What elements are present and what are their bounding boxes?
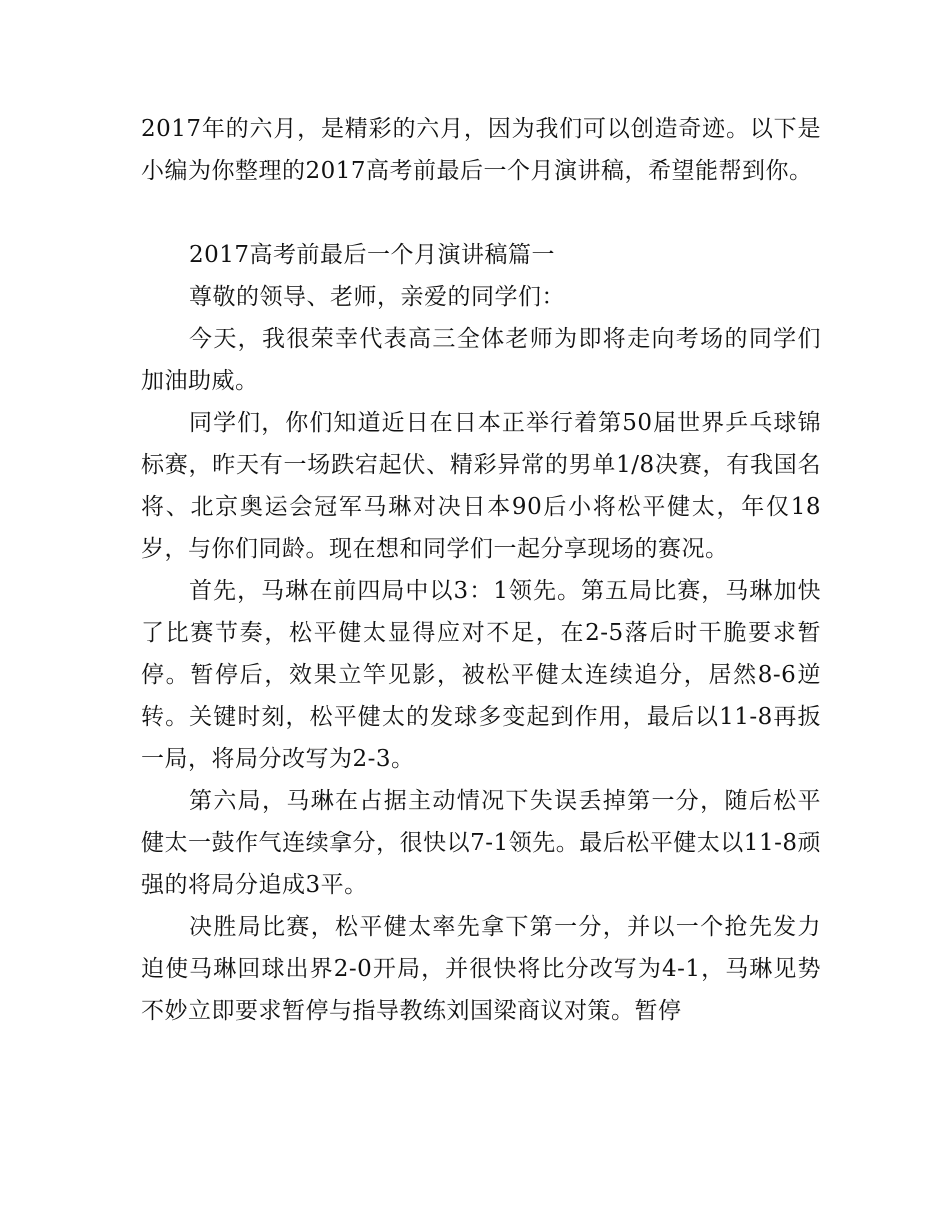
intro-paragraph: 2017年的六月，是精彩的六月，因为我们可以创造奇迹。以下是小编为你整理的2017高考前最后一个月演讲稿，希望能帮到你。 bbox=[141, 116, 821, 184]
paragraph-gap bbox=[141, 192, 821, 234]
body-paragraph-3: 首先，马琳在前四局中以3：1领先。第五局比赛，马琳加快了比赛节奏，松平健太显得应对不足，在2-5落后时干脆要求暂停。暂停后，效果立竿见影，被松平健太连续追分，居然8-6逆转。关键时刻，松平健太的发球多变起到作用，最后以11-8再扳一局，将局分改写为2-3。 bbox=[141, 578, 821, 772]
body-paragraph-4: 第六局，马琳在占据主动情况下失误丢掉第一分，随后松平健太一鼓作气连续拿分，很快以7-1领先。最后松平健太以11-8顽强的将局分追成3平。 bbox=[141, 788, 821, 898]
body-paragraph-2: 同学们，你们知道近日在日本正举行着第50届世界乒乓球锦标赛，昨天有一场跌宕起伏、精彩异常的男单1/8决赛，有我国名将、北京奥运会冠军马琳对决日本90后小将松平健太，年仅18岁，与你们同龄。现在想和同学们一起分享现场的赛况。 bbox=[141, 410, 821, 562]
document-body bbox=[141, 108, 821, 1032]
body-paragraph-1: 今天，我很荣幸代表高三全体老师为即将走向考场的同学们加油助威。 bbox=[141, 326, 821, 394]
salutation-paragraph: 尊敬的领导、老师，亲爱的同学们： bbox=[189, 284, 565, 310]
body-paragraph-5: 决胜局比赛，松平健太率先拿下第一分，并以一个抢先发力迫使马琳回球出界2-0开局，并很快将比分改写为4-1，马琳见势不妙立即要求暂停与指导教练刘国梁商议对策。暂停 bbox=[141, 914, 821, 1024]
section-title: 2017高考前最后一个月演讲稿篇一 bbox=[189, 242, 556, 268]
